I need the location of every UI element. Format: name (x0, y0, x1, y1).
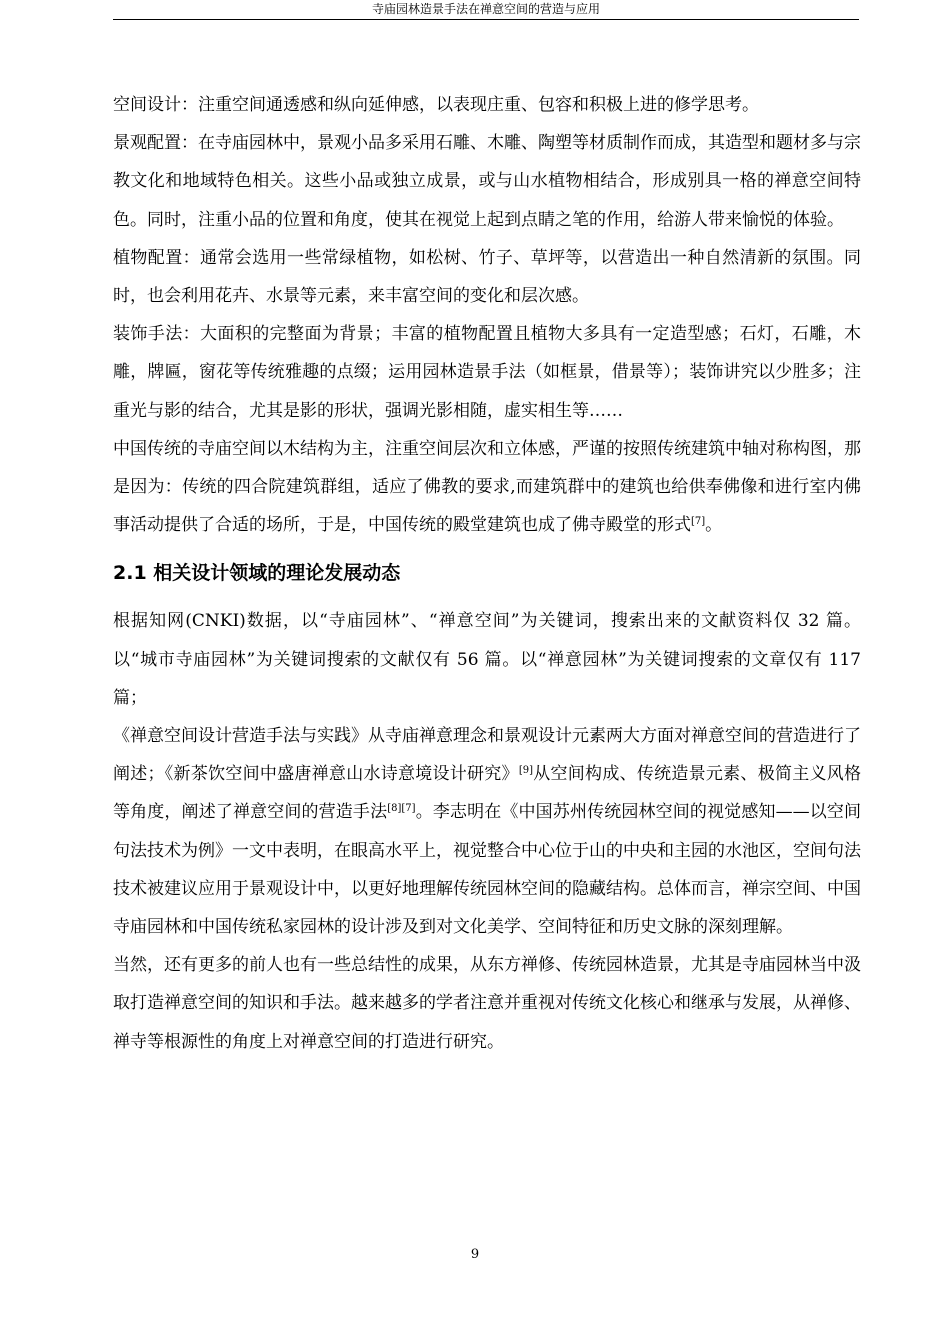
review-part-3: 。李志明在《中国苏州传统园林空间的视觉感知——以空间句法技术为例》一文中表明，在眼高水平上，视觉整合中心位于山的中央和主园的水池区，空间句法技术被建议应用于景观设计中，以更好地理解传统园林空间的隐藏结构。总体而言，禅宗空间、中国寺庙园林和中国传统私家园林的设计涉及到对文化美学、空间特征和历史文脉的深刻理解。 (113, 802, 862, 938)
temple-space-end: 。 (705, 515, 723, 536)
page-number: 9 (470, 1247, 480, 1262)
paragraph-decoration: 装饰手法：大面积的完整面为背景；丰富的植物配置且植物大多具有一定造型感；石灯，石雕，木雕，牌匾，窗花等传统雅趣的点缀；运用园林造景手法（如框景，借景等）；装饰讲究以少胜多；注重光与影的结合，尤其是影的形状，强调光影相随，虚实相生等…… (113, 324, 861, 421)
temple-space-text: 中国传统的寺庙空间以木结构为主，注重空间层次和立体感，严谨的按照传统建筑中轴对称构图，那是因为：传统的四合院建筑群组，适应了佛教的要求,而建筑群中的建筑也给供奉佛像和进行室内佛事活动提供了合适的场所，于是，中国传统的殿堂建筑也成了佛寺殿堂的形式 (113, 438, 861, 536)
review-part-2: 从空间构成、传统造景元素、极简主义风格等角度，阐述了禅意空间的营造手法 (113, 764, 862, 823)
paragraph-spatial-design: 空间设计：注重空间通透感和纵向延伸感，以表现庄重、包容和积极上进的修学思考。 (113, 95, 759, 115)
running-header (113, 0, 859, 20)
paragraph-plant-layout: 植物配置：通常会选用一些常绿植物，如松树、竹子、草坪等，以营造出一种自然清新的氛围。同时，也会利用花卉、水景等元素，来丰富空间的变化和层次感。 (113, 247, 861, 307)
paragraph-literature-review (113, 717, 861, 946)
review-part-1: 《禅意空间设计营造手法与实践》从寺庙禅意理念和景观设计元素两大方面对禅意空间的营造进行了阐述；《新茶饮空间中盛唐禅意山水诗意境设计研究》 (113, 726, 861, 785)
paragraph-cnki-statistics: 根据知网(CNKI)数据，以“寺庙园林”、“禅意空间”为关键词，搜索出来的文献资料仅 32 篇。以“城市寺庙园林”为关键词搜索的文献仅有 56 篇。以“禅意园林”为关键词搜索的文章仅有 117 篇； (113, 611, 861, 708)
paragraph-landscape-layout: 景观配置：在寺庙园林中，景观小品多采用石雕、木雕、陶塑等材质制作而成，其造型和题材多与宗教文化和地域特色相关。这些小品或独立成景，或与山水植物相结合，形成别具一格的禅意空间特色。同时，注重小品的位置和角度，使其在视觉上起到点睛之笔的作用，给游人带来愉悦的体验。 (113, 133, 861, 230)
citation-marker: [8][7] (387, 803, 416, 815)
section-heading: 2.1 相关设计领域的理论发展动态 (113, 562, 401, 585)
paragraph-conclusion: 当然，还有更多的前人也有一些总结性的成果，从东方禅修、传统园林造景，尤其是寺庙园林当中汲取打造禅意空间的知识和手法。越来越多的学者注意并重视对传统文化核心和继承与发展，从禅修、禅寺等根源性的角度上对禅意空间的打造进行研究。 (113, 955, 861, 1052)
header-title: 寺庙园林造景手法在禅意空间的营造与应用 (371, 2, 600, 16)
paragraph-temple-space (113, 430, 861, 545)
document-body (113, 86, 861, 1061)
citation-marker: [7] (691, 516, 706, 528)
citation-marker: [9] (518, 765, 533, 777)
